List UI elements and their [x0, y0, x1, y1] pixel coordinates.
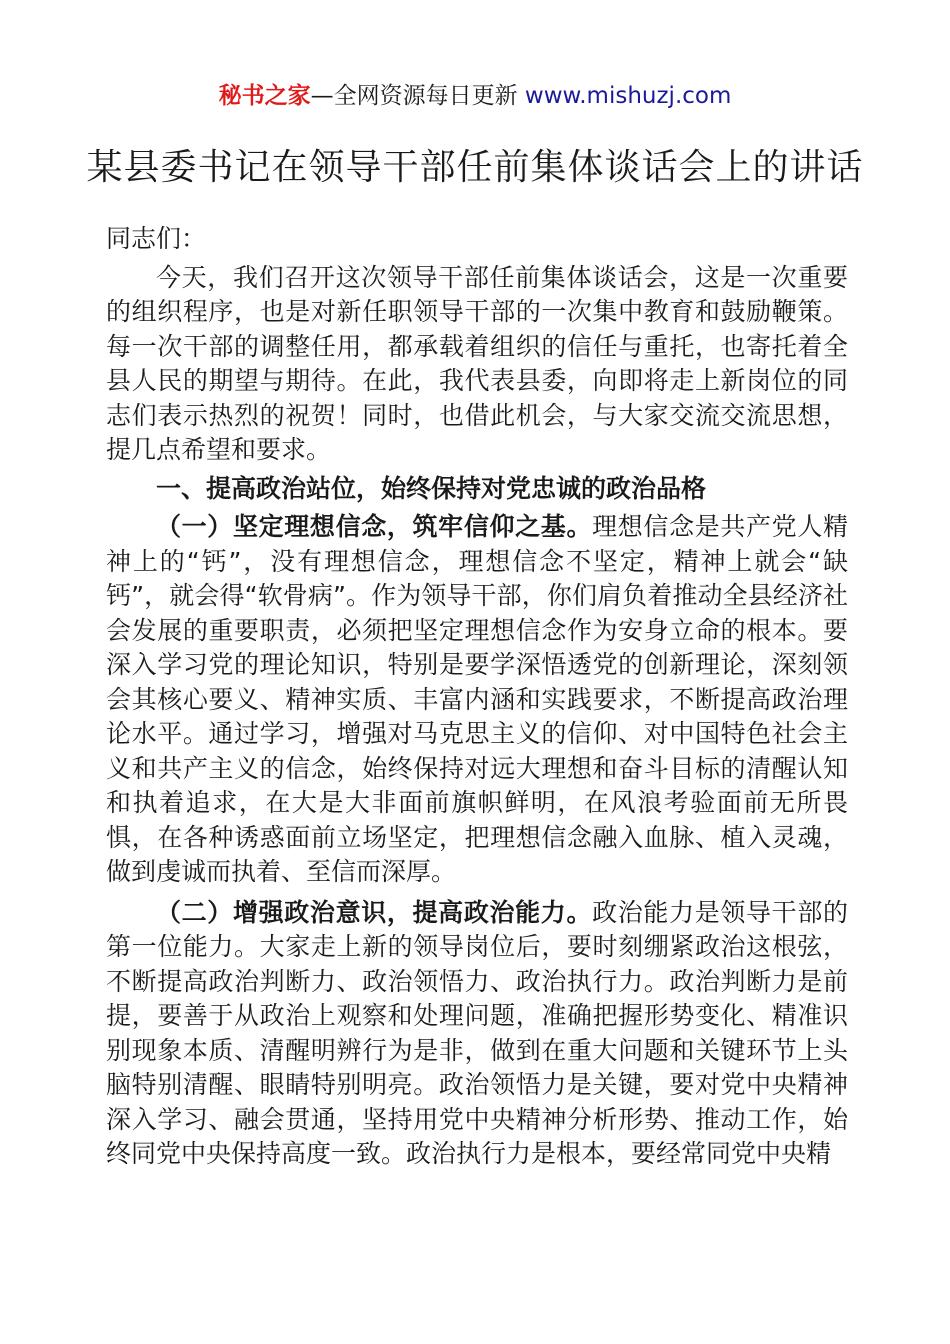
subsection-2-body: 政治能力是领导干部的第一位能力。大家走上新的领导岗位后，要时刻绷紧政治这根弦，不断提高政治判断力、政治领悟力、政治执行力。政治判断力是前提，要善于从政治上观察和处理问题，准确把握形势变化、精准识别现象本质、清醒明辨行为是非，做到在重大问题和关键环节上头脑特别清醒、眼睛特别明亮。政治领悟力是关键，要对党中央精神深入学习、融会贯通，坚持用党中央精神分析形势、推动工作，始终同党中央保持高度一致。政治执行力是根本，要经常同党中央精 — [106, 897, 848, 1168]
site-url[interactable]: www.mishuzj.com — [524, 83, 732, 109]
subsection-1-body: 理想信念是共产党人精神上的“钙”，没有理想信念，理想信念不坚定，精神上就会“缺钙”，就会得“软骨病”。作为领导干部，你们肩负着推动全县经济社会发展的重要职责，必须把坚定理想信念作为安身立命的根本。要深入学习党的理论知识，特别是要学深悟透党的创新理论，深刻领会其核心要义、精神实质、丰富内涵和实践要求，不断提高政治理论水平。通过学习，增强对马克思主义的信仰、对中国特色社会主义和共产主义的信念，始终保持对远大理想和奋斗目标的清醒认知和执着追求，在大是大非面前旗帜鲜明，在风浪考验面前无所畏惧，在各种诱惑面前立场坚定，把理想信念融入血脉、植入灵魂，做到虔诚而执着、至信而深厚。 — [106, 512, 848, 886]
salutation: 同志们： — [106, 224, 207, 253]
subsection-1-paragraph — [106, 510, 848, 890]
header-tagline: —全网资源每日更新 — [310, 83, 518, 109]
site-header — [0, 80, 950, 112]
subsection-1-heading: （一）坚定理想信念，筑牢信仰之基。 — [156, 512, 593, 541]
section-heading-1: 一、提高政治站位，始终保持对党忠诚的政治品格 — [156, 473, 707, 503]
subsection-2-heading: （二）增强政治意识，提高政治能力。 — [156, 897, 593, 927]
document-title: 某县委书记在领导干部任前集体谈话会上的讲话 — [86, 147, 864, 188]
document-body — [106, 222, 848, 1172]
brand-name: 秘书之家 — [218, 83, 311, 109]
subsection-2-paragraph — [106, 896, 848, 1172]
intro-paragraph: 今天，我们召开这次领导干部任前集体谈话会，这是一次重要的组织程序，也是对新任职领导干部的一次集中教育和鼓励鞭策。每一次干部的调整任用，都承载着组织的信任与重托，也寄托着全县人民的期望与期待。在此，我代表县委，向即将走上新岗位的同志们表示热烈的祝贺！同时，也借此机会，与大家交流交流思想，提几点希望和要求。 — [106, 262, 848, 464]
